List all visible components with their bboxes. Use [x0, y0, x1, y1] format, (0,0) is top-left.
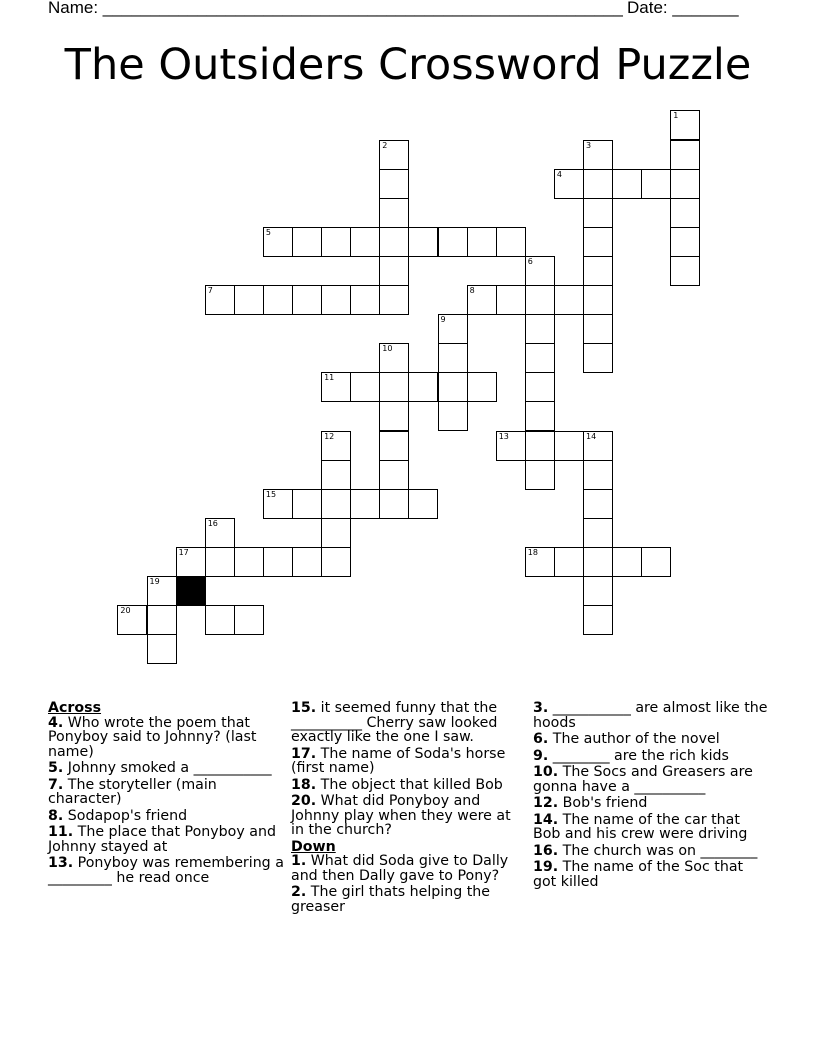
crossword-cell[interactable]: [321, 460, 351, 490]
cell-number: 9: [440, 315, 446, 325]
crossword-cell[interactable]: [583, 576, 613, 606]
clue-number: 14.: [533, 811, 559, 828]
crossword-cell[interactable]: [263, 489, 293, 519]
clue-text: ________ are the rich kids: [552, 747, 729, 764]
clue-column-2: [291, 701, 527, 916]
crossword-cell[interactable]: [641, 547, 671, 577]
across-clue: [48, 809, 284, 824]
crossword-cell[interactable]: [670, 198, 700, 228]
crossword-cell[interactable]: [438, 343, 468, 373]
crossword-cell[interactable]: [117, 605, 147, 635]
crossword-cell[interactable]: [350, 489, 380, 519]
clue-text: The name of Soda's horse (first name): [291, 745, 506, 776]
crossword-cell[interactable]: [379, 198, 409, 228]
clue-text: The church was on ________: [562, 842, 758, 859]
crossword-cell[interactable]: [496, 285, 526, 315]
crossword-cell[interactable]: [379, 431, 409, 461]
across-clue: [48, 761, 284, 776]
crossword-cell[interactable]: [670, 256, 700, 286]
down-clue: [533, 732, 769, 747]
clue-text: The author of the novel: [552, 731, 720, 747]
crossword-cell[interactable]: [321, 431, 351, 461]
crossword-cell[interactable]: [583, 256, 613, 286]
cell-number: 4: [556, 169, 562, 179]
crossword-cell[interactable]: [525, 547, 555, 577]
cell-number: 15: [265, 489, 277, 499]
crossword-cell[interactable]: [641, 169, 671, 199]
crossword-cell[interactable]: [292, 547, 322, 577]
page-title: The Outsiders Crossword Puzzle: [64, 40, 752, 90]
clue-text: it seemed funny that the __________ Cherry saw looked exactly like the one I saw.: [291, 700, 498, 745]
cell-number: 14: [586, 431, 597, 441]
crossword-cell[interactable]: [147, 605, 177, 635]
cell-number: 5: [265, 227, 271, 237]
crossword-cell[interactable]: [379, 401, 409, 431]
cell-number: 19: [149, 577, 160, 586]
crossword-cell[interactable]: [670, 110, 700, 140]
clue-number: 3.: [533, 700, 549, 716]
crossword-cell[interactable]: [525, 343, 555, 373]
crossword-cell[interactable]: [147, 576, 177, 606]
cell-number: 3: [586, 140, 592, 150]
crossword-cell[interactable]: [612, 169, 642, 199]
clue-text: Ponyboy was remembering a _________ he read once: [48, 855, 284, 886]
crossword-cell[interactable]: [670, 140, 700, 170]
crossword-cell[interactable]: [670, 227, 700, 257]
clue-text: What did Soda give to Dally and then Dally gave to Pony?: [291, 853, 509, 884]
down-heading: Down: [291, 838, 336, 855]
clue-text: The place that Ponyboy and Johnny stayed at: [48, 824, 276, 855]
crossword-cell[interactable]: [379, 140, 409, 170]
crossword-cell[interactable]: [583, 198, 613, 228]
clue-number: 6.: [533, 731, 549, 747]
clue-number: 9.: [533, 747, 549, 764]
crossword-cell[interactable]: [292, 227, 322, 257]
clue-text: Who wrote the poem that Ponyboy said to Johnny? (last name): [48, 714, 257, 760]
clue-number: 19.: [533, 859, 559, 875]
crossword-cell[interactable]: [554, 547, 584, 577]
across-clue: [291, 701, 527, 745]
crossword-cell[interactable]: [583, 518, 613, 548]
cell-number: 17: [178, 547, 189, 557]
across-clue: [291, 794, 527, 838]
clue-number: 10.: [533, 764, 559, 780]
across-clue: [291, 747, 527, 776]
cell-number: 12: [324, 431, 335, 441]
down-clue: [291, 885, 527, 914]
crossword-cell[interactable]: [496, 431, 526, 461]
crossword-cell[interactable]: [467, 372, 497, 402]
clue-text: Bob's friend: [562, 795, 648, 811]
clue-number: 11.: [48, 824, 74, 840]
down-clue: [533, 765, 769, 794]
crossword-cell[interactable]: [205, 518, 235, 548]
crossword-cell[interactable]: [583, 547, 613, 577]
across-clue: [291, 778, 527, 793]
down-clue: [533, 796, 769, 811]
cell-number: 20: [120, 606, 131, 616]
crossword-cell[interactable]: [525, 431, 555, 461]
crossword-cell[interactable]: [408, 227, 438, 257]
crossword-cell[interactable]: [554, 169, 584, 199]
crossword-cell[interactable]: [321, 285, 351, 315]
crossword-cell[interactable]: [583, 227, 613, 257]
clue-number: 2.: [291, 884, 307, 900]
crossword-cell[interactable]: [583, 169, 613, 199]
crossword-cell[interactable]: [525, 314, 555, 344]
clue-number: 17.: [291, 745, 317, 762]
crossword-cell[interactable]: [438, 314, 468, 344]
crossword-cell[interactable]: [205, 285, 235, 315]
clue-number: 16.: [533, 842, 559, 859]
crossword-cell[interactable]: [379, 169, 409, 199]
crossword-cell[interactable]: [554, 431, 584, 461]
crossword-cell[interactable]: [670, 169, 700, 199]
clue-text: Sodapop's friend: [67, 807, 188, 824]
crossword-cell[interactable]: [350, 227, 380, 257]
crossword-cell[interactable]: [379, 343, 409, 373]
crossword-cell[interactable]: [292, 285, 322, 315]
crossword-cell[interactable]: [321, 547, 351, 577]
clue-text: The name of the Soc that got killed: [533, 859, 744, 890]
crossword-cell[interactable]: [379, 256, 409, 286]
cell-number: 2: [382, 140, 388, 150]
clue-number: 4.: [48, 714, 64, 731]
down-clue: [291, 854, 527, 883]
crossword-cell[interactable]: [583, 489, 613, 519]
crossword-cell[interactable]: [554, 285, 584, 315]
crossword-cell[interactable]: [321, 227, 351, 257]
clue-number: 1.: [291, 853, 307, 869]
clue-text: Johnny smoked a ___________: [67, 760, 272, 776]
crossword-cell[interactable]: [583, 460, 613, 490]
across-clue: [48, 825, 284, 854]
clue-number: 20.: [291, 793, 317, 809]
crossword-cell[interactable]: [350, 285, 380, 315]
down-clue: [533, 701, 769, 730]
name-field-label: Name: _______________________________________________________: [48, 0, 623, 17]
cell-number: 7: [207, 286, 213, 295]
clue-number: 15.: [291, 700, 317, 716]
clue-text: The Socs and Greasers are gonna have a __________: [533, 764, 753, 795]
crossword-cell[interactable]: [379, 227, 409, 257]
down-clue: [533, 813, 769, 842]
crossword-cell[interactable]: [176, 547, 206, 577]
crossword-cell[interactable]: [321, 372, 351, 402]
across-clue: [48, 856, 284, 885]
crossword-cell[interactable]: [205, 547, 235, 577]
crossword-cell[interactable]: [205, 605, 235, 635]
cell-number: 10: [382, 344, 393, 354]
across-clue: [48, 716, 284, 760]
crossword-cell[interactable]: [234, 547, 264, 577]
crossword-cell[interactable]: [525, 256, 555, 286]
crossword-cell[interactable]: [525, 460, 555, 490]
cell-number: 18: [527, 547, 538, 557]
cell-number: 16: [207, 518, 218, 528]
crossword-cell[interactable]: [438, 372, 468, 402]
crossword-cell[interactable]: [583, 431, 613, 461]
crossword-block-cell: [176, 576, 206, 606]
crossword-cell[interactable]: [467, 285, 497, 315]
clue-number: 5.: [48, 760, 64, 776]
clue-number: 12.: [533, 795, 559, 811]
crossword-cell[interactable]: [379, 489, 409, 519]
crossword-cell[interactable]: [583, 605, 613, 635]
cell-number: 11: [324, 373, 335, 383]
crossword-cell[interactable]: [379, 460, 409, 490]
crossword-cell[interactable]: [612, 547, 642, 577]
clue-text: The storyteller (main character): [48, 776, 217, 807]
clue-column-1: [48, 701, 284, 887]
down-clue: [533, 749, 769, 764]
crossword-cell[interactable]: [263, 547, 293, 577]
crossword-cell[interactable]: [438, 227, 468, 257]
clue-number: 7.: [48, 776, 64, 793]
crossword-cell[interactable]: [379, 372, 409, 402]
crossword-cell[interactable]: [438, 401, 468, 431]
crossword-cell[interactable]: [321, 518, 351, 548]
date-field-label: Date: _______: [627, 0, 739, 17]
crossword-cell[interactable]: [583, 140, 613, 170]
crossword-cell[interactable]: [263, 227, 293, 257]
clue-text: The object that killed Bob: [320, 776, 503, 793]
crossword-cell[interactable]: [350, 372, 380, 402]
cell-number: 13: [498, 431, 509, 441]
crossword-cell[interactable]: [292, 489, 322, 519]
across-heading: Across: [48, 700, 102, 716]
crossword-cell[interactable]: [263, 285, 293, 315]
down-clue: [533, 860, 769, 889]
across-clue: [48, 778, 284, 807]
crossword-cell[interactable]: [496, 227, 526, 257]
clue-column-3: [533, 701, 769, 891]
crossword-cell[interactable]: [234, 285, 264, 315]
crossword-cell[interactable]: [234, 605, 264, 635]
clue-text: ___________ are almost like the hoods: [533, 700, 768, 731]
crossword-cell[interactable]: [583, 285, 613, 315]
cell-number: 8: [469, 286, 475, 295]
crossword-cell[interactable]: [467, 227, 497, 257]
clue-text: What did Ponyboy and Johnny play when they were at in the church?: [291, 793, 511, 838]
crossword-cell[interactable]: [379, 285, 409, 315]
crossword-cell[interactable]: [583, 343, 613, 373]
down-clue: [533, 844, 769, 859]
clue-number: 13.: [48, 855, 74, 871]
clue-number: 18.: [291, 776, 317, 793]
crossword-cell[interactable]: [525, 372, 555, 402]
crossword-cell[interactable]: [408, 489, 438, 519]
crossword-cell[interactable]: [525, 285, 555, 315]
clue-text: The girl thats helping the greaser: [291, 884, 491, 915]
clue-number: 8.: [48, 807, 64, 824]
crossword-cell[interactable]: [583, 314, 613, 344]
crossword-cell[interactable]: [525, 401, 555, 431]
crossword-cell[interactable]: [321, 489, 351, 519]
crossword-cell[interactable]: [408, 372, 438, 402]
crossword-cell[interactable]: [147, 634, 177, 664]
clue-text: The name of the car that Bob and his crew were driving: [533, 811, 748, 842]
cell-number: 6: [527, 256, 533, 266]
cell-number: 1: [673, 111, 679, 121]
